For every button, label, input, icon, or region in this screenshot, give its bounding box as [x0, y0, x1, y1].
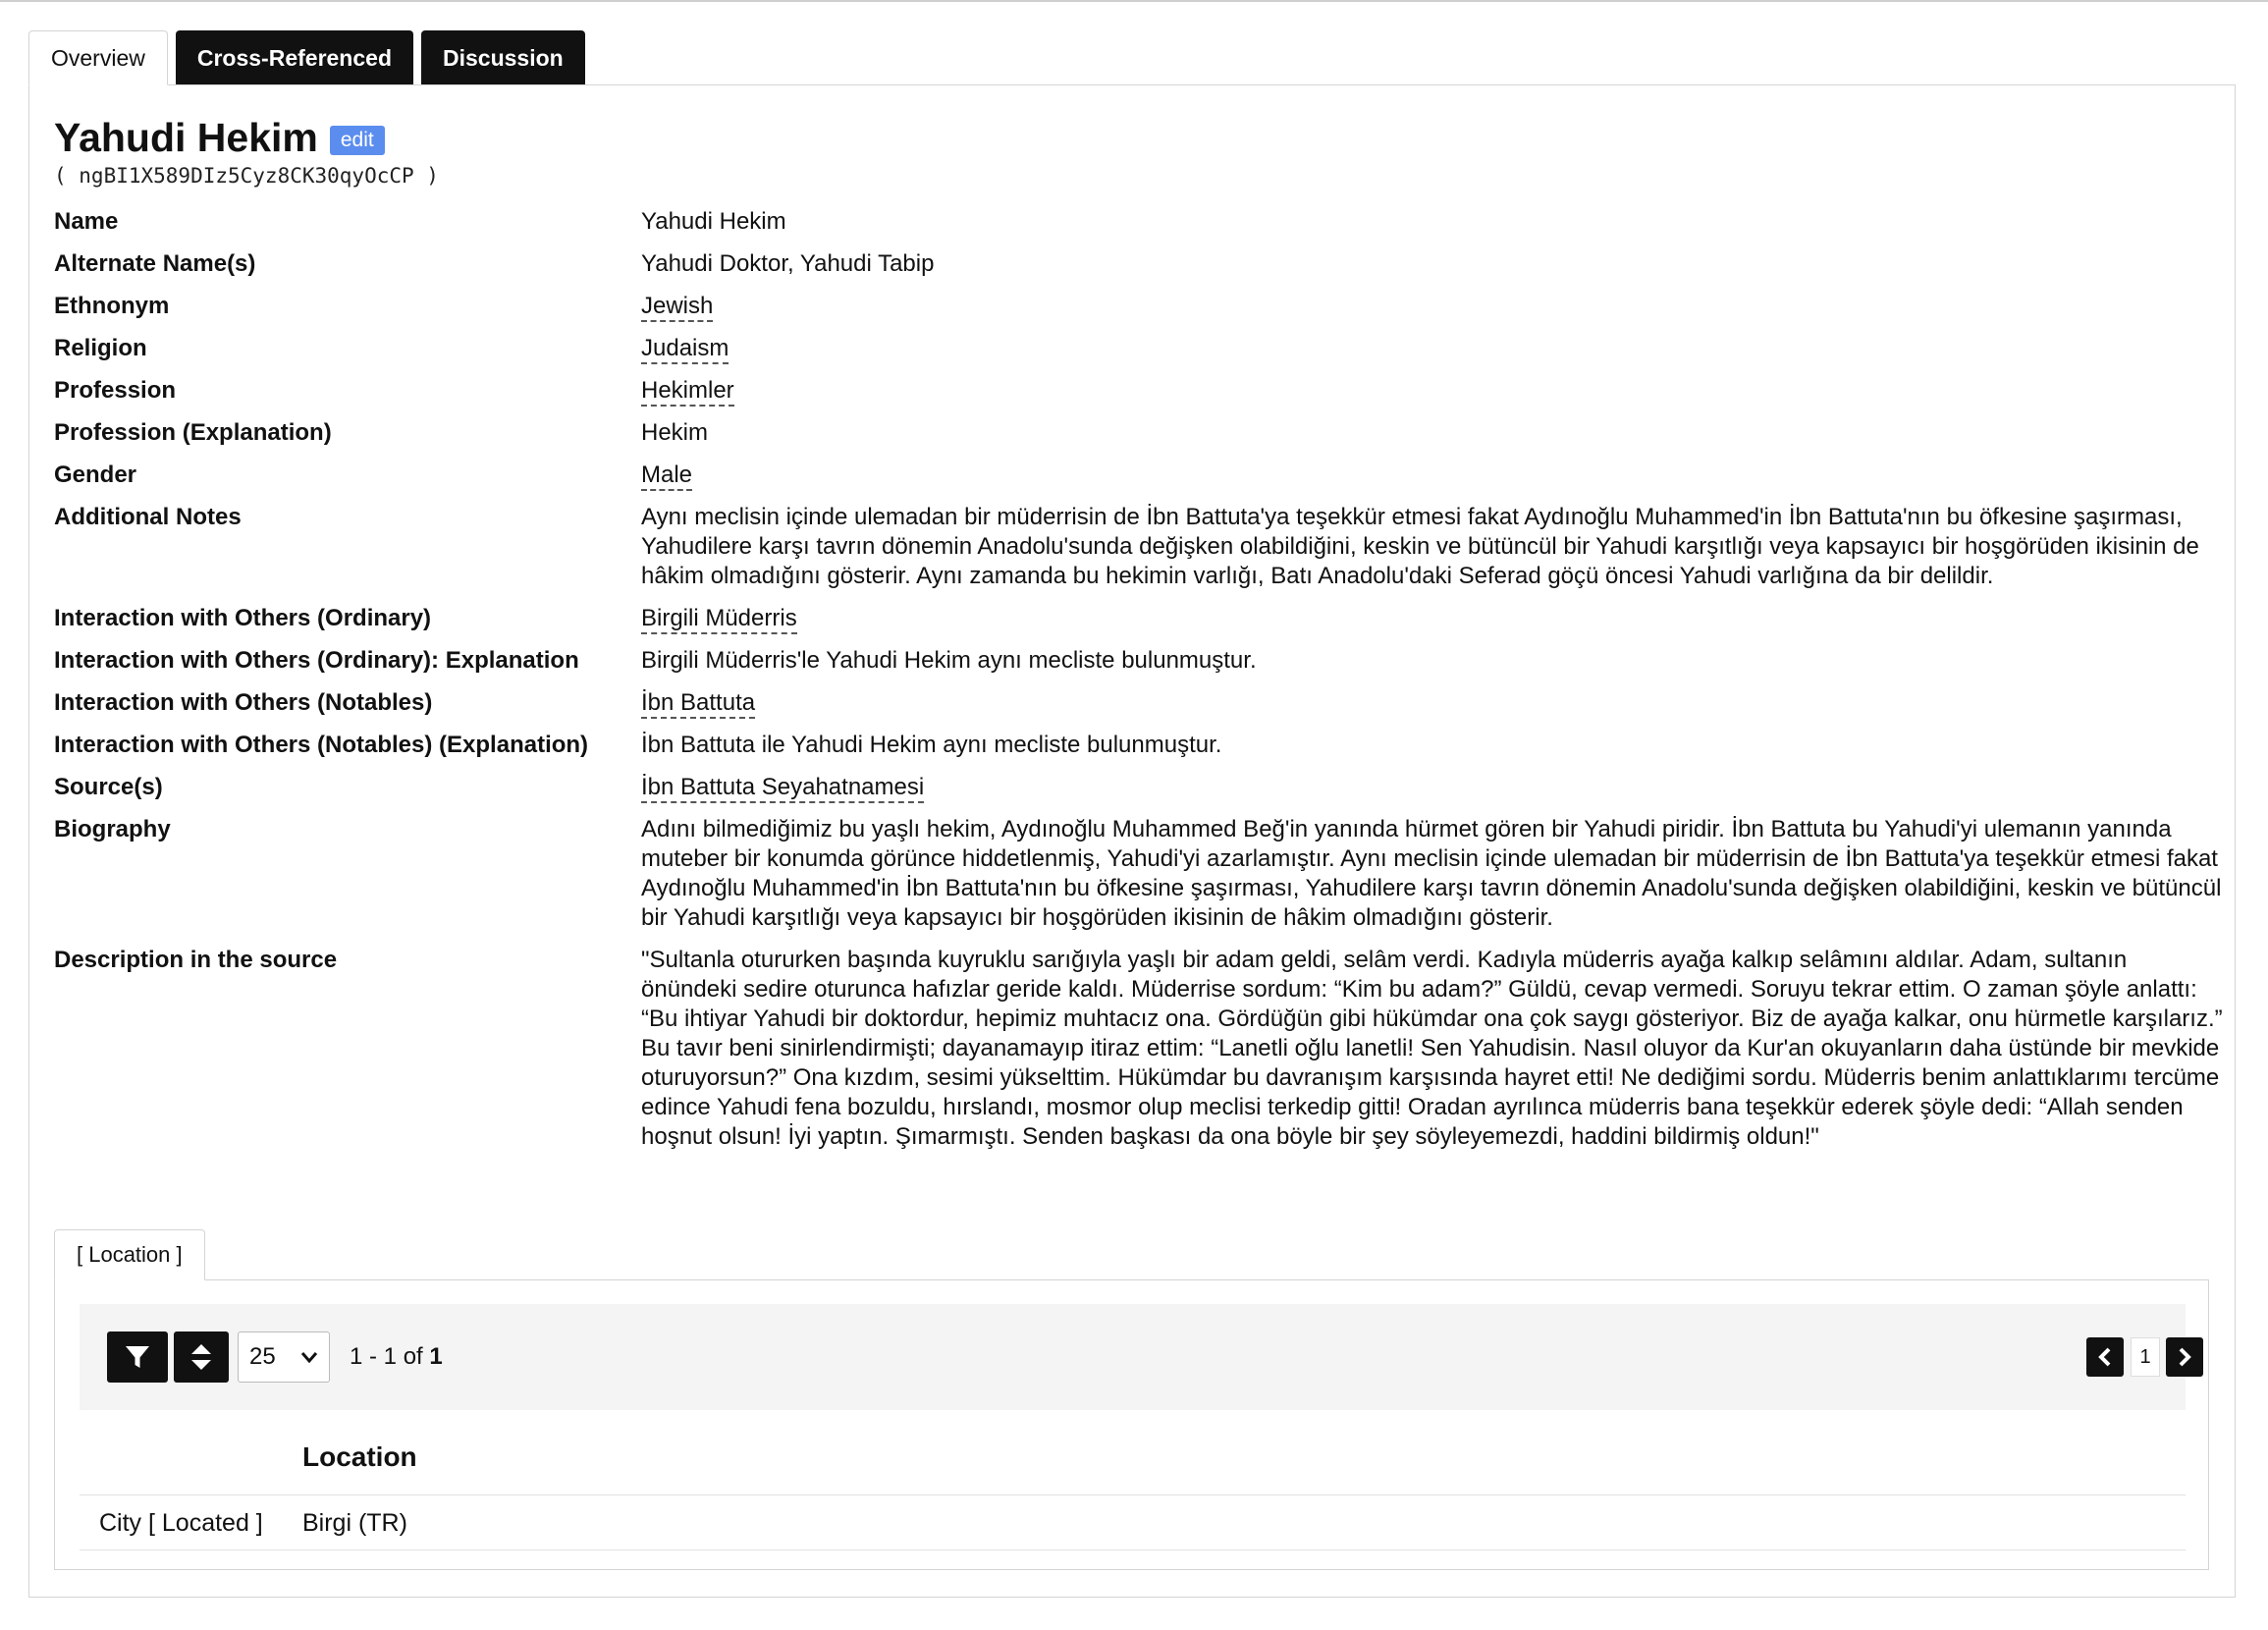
field-label: Gender	[54, 462, 137, 488]
field-row	[54, 731, 2224, 760]
interaction-notables-link[interactable]: İbn Battuta	[641, 689, 755, 719]
field-row	[54, 249, 2224, 279]
table-row	[80, 1495, 2186, 1550]
field-row	[54, 946, 2224, 1152]
field-row	[54, 334, 2224, 363]
description-value: "Sultanla otururken başında kuyruklu sarığıyla yaşlı bir adam geldi, selâm verdi. Kadıyla müderris ayağa kalkıp selâmını aldılar. Adam, sultanın önündeki sedire oturunca hafızlar geride kaldı. Müderrise sordum: “Kim bu adam?” Güldü, cevap vermedi. Soruyu tekrar ettim. O zaman şöyle anlattı: “Bu ihtiyar Yahudi bir doktordur, hepimiz muhtacız ona. Gördüğün gibi hükümdar ona çok saygı gösteriyor. Biz de ayağa kalkar, onu hürmetle karşılarız.” Bu tavır beni sinirlendirmişti; dayanamayıp itiraz ettim: “Lanetli oğlu lanetli! Sen Yahudisin. Nasıl oluyor da Kur'an okuyanların daha üstünde bir mevkide oturuyorsun?” Ona kızdım, sesimi yükselttim. Hükümdar bu davranışım karşısında hayret etti! Ne dediğimi sordu. Müderris benim anlattıklarımı tercüme edince Yahudi fena bozuldu, hırslandı, mosmor olup meclisi terkedip gitti! Oradan ayrılınca müderris bana teşekkür ederek şöyle dedi: “Allah senden hoşnut olsun! İyi yaptın. Şımarmıştı. Senden başkası da ona böyle bir şey söyleyemezdi, haddini bildirmiş oldun!"	[641, 947, 2223, 1150]
top-border	[0, 0, 2268, 2]
overview-panel	[28, 84, 2236, 1598]
column-header-location: Location	[302, 1441, 417, 1472]
filter-icon	[124, 1343, 151, 1371]
per-page-select[interactable]	[238, 1331, 330, 1383]
current-page[interactable]: 1	[2131, 1337, 2160, 1377]
religion-value	[641, 334, 2224, 363]
ethnonym-value	[641, 292, 2224, 321]
location-cell[interactable]: Birgi (TR)	[302, 1509, 407, 1537]
name-value	[641, 207, 2224, 237]
religion-link[interactable]: Judaism	[641, 335, 729, 364]
relation-cell: City [ Located ]	[99, 1509, 263, 1537]
profession-link[interactable]: Hekimler	[641, 377, 734, 407]
name-text: Yahudi Hekim	[641, 208, 786, 235]
field-row	[54, 461, 2224, 490]
tab-cross-referenced[interactable]: Cross-Referenced	[176, 30, 413, 85]
page-title: Yahudi Hekim	[54, 115, 318, 160]
interaction-ordinary-link[interactable]: Birgili Müderris	[641, 605, 797, 634]
table-toolbar	[80, 1304, 2186, 1410]
tab-overview[interactable]: Overview	[28, 30, 168, 85]
field-label: Interaction with Others (Ordinary)	[54, 605, 432, 631]
location-tabs	[54, 1229, 205, 1280]
profession-explanation-value	[641, 418, 2224, 448]
alternate-names-text: Yahudi Doktor, Yahudi Tabip	[641, 250, 935, 277]
edit-button[interactable]: edit	[330, 126, 385, 155]
field-label: Profession (Explanation)	[54, 419, 332, 446]
field-label: Interaction with Others (Ordinary): Explanation	[54, 647, 579, 674]
field-row	[54, 815, 2224, 933]
alternate-names-value	[641, 249, 2224, 279]
main-tabs	[28, 30, 593, 85]
field-label: Biography	[54, 816, 171, 842]
chevron-right-icon	[2175, 1346, 2194, 1368]
prev-page-button[interactable]	[2086, 1337, 2124, 1377]
chevron-down-icon	[299, 1347, 319, 1367]
ethnonym-link[interactable]: Jewish	[641, 293, 713, 322]
range-total: 1	[429, 1343, 443, 1370]
field-label: Description in the source	[54, 947, 338, 973]
field-label: Alternate Name(s)	[54, 250, 256, 277]
field-label: Profession	[54, 377, 177, 404]
field-label: Interaction with Others (Notables)	[54, 689, 433, 716]
field-row	[54, 292, 2224, 321]
field-label: Additional Notes	[54, 504, 242, 530]
field-row	[54, 688, 2224, 718]
interaction-ordinary-explanation-value: Birgili Müderris'le Yahudi Hekim aynı mecliste bulunmuştur.	[641, 647, 1257, 674]
range-text: 1 - 1 of	[350, 1343, 430, 1370]
source-link[interactable]: İbn Battuta Seyahatnamesi	[641, 774, 924, 803]
field-row	[54, 604, 2224, 633]
interaction-ordinary-value	[641, 604, 2224, 633]
next-page-button[interactable]	[2166, 1337, 2203, 1377]
chevron-left-icon	[2095, 1346, 2115, 1368]
interaction-notables-value	[641, 688, 2224, 718]
filter-button[interactable]	[107, 1331, 168, 1383]
field-row	[54, 646, 2224, 676]
field-label: Name	[54, 208, 119, 235]
profession-value	[641, 376, 2224, 406]
record-id: ( ngBI1X589DIz5Cyz8CK30qyOcCP )	[54, 164, 439, 188]
sort-icon	[189, 1342, 213, 1372]
gender-link[interactable]: Male	[641, 462, 692, 491]
pagination-range	[350, 1331, 443, 1383]
biography-value: Adını bilmediğimiz bu yaşlı hekim, Aydınoğlu Muhammed Beğ'in yanında hürmet gören bir Yahudi piridir. İbn Battuta bu Yahudi'yi ulemanın yanında muteber bir konumda görünce hiddetlenmiş, Yahudi'yi azarlamıştır. Aynı meclisin içinde ulemadan bir müderrisin de İbn Battuta'ya teşekkür etmesi fakat Aydınoğlu Muhammed'in İbn Battuta'nın bu öfkesine şaşırması, Yahudilere karşı tavrın dönemin Anadolu'sunda değişken olabildiğini, keskin ve bütüncül bir Yahudi karşıtlığı veya kapsayıcı bir hoşgörüden ikisinin de hâkim olmadığını gösterir.	[641, 816, 2222, 931]
field-label: Religion	[54, 335, 147, 361]
sources-value	[641, 773, 2224, 802]
field-row	[54, 773, 2224, 802]
profession-explanation-text: Hekim	[641, 419, 709, 446]
sort-button[interactable]	[174, 1331, 229, 1383]
additional-notes-value: Aynı meclisin içinde ulemadan bir müderrisin de İbn Battuta'ya teşekkür etmesi fakat Aydınoğlu Muhammed'in İbn Battuta'nın bu öfkesine şaşırması, Yahudilere karşı tavrın dönemin Anadolu'sunda değişken olabildiğini, keskin ve bütüncül bir Yahudi karşıtlığı veya kapsayıcı bir hoşgörüden ikisinin de hâkim olmadığını gösterir. Aynı zamanda bu hekimin varlığı, Batı Anadolu'daki Seferad göçü öncesi Yahudi varlığına da bir delildir.	[641, 504, 2199, 589]
title-row	[54, 115, 385, 161]
field-label: Ethnonym	[54, 293, 170, 319]
gender-value	[641, 461, 2224, 490]
field-row	[54, 207, 2224, 237]
tab-location[interactable]: [ Location ]	[54, 1229, 205, 1280]
interaction-notables-explanation-value: İbn Battuta ile Yahudi Hekim aynı mecliste bulunmuştur.	[641, 732, 1222, 758]
location-panel	[54, 1279, 2209, 1570]
field-row	[54, 376, 2224, 406]
field-list	[54, 207, 2224, 1165]
field-label: Source(s)	[54, 774, 163, 800]
field-label: Interaction with Others (Notables) (Explanation)	[54, 732, 589, 758]
field-row	[54, 418, 2224, 448]
per-page-value: 25	[249, 1343, 276, 1370]
tab-discussion[interactable]: Discussion	[421, 30, 585, 85]
field-row	[54, 503, 2224, 591]
